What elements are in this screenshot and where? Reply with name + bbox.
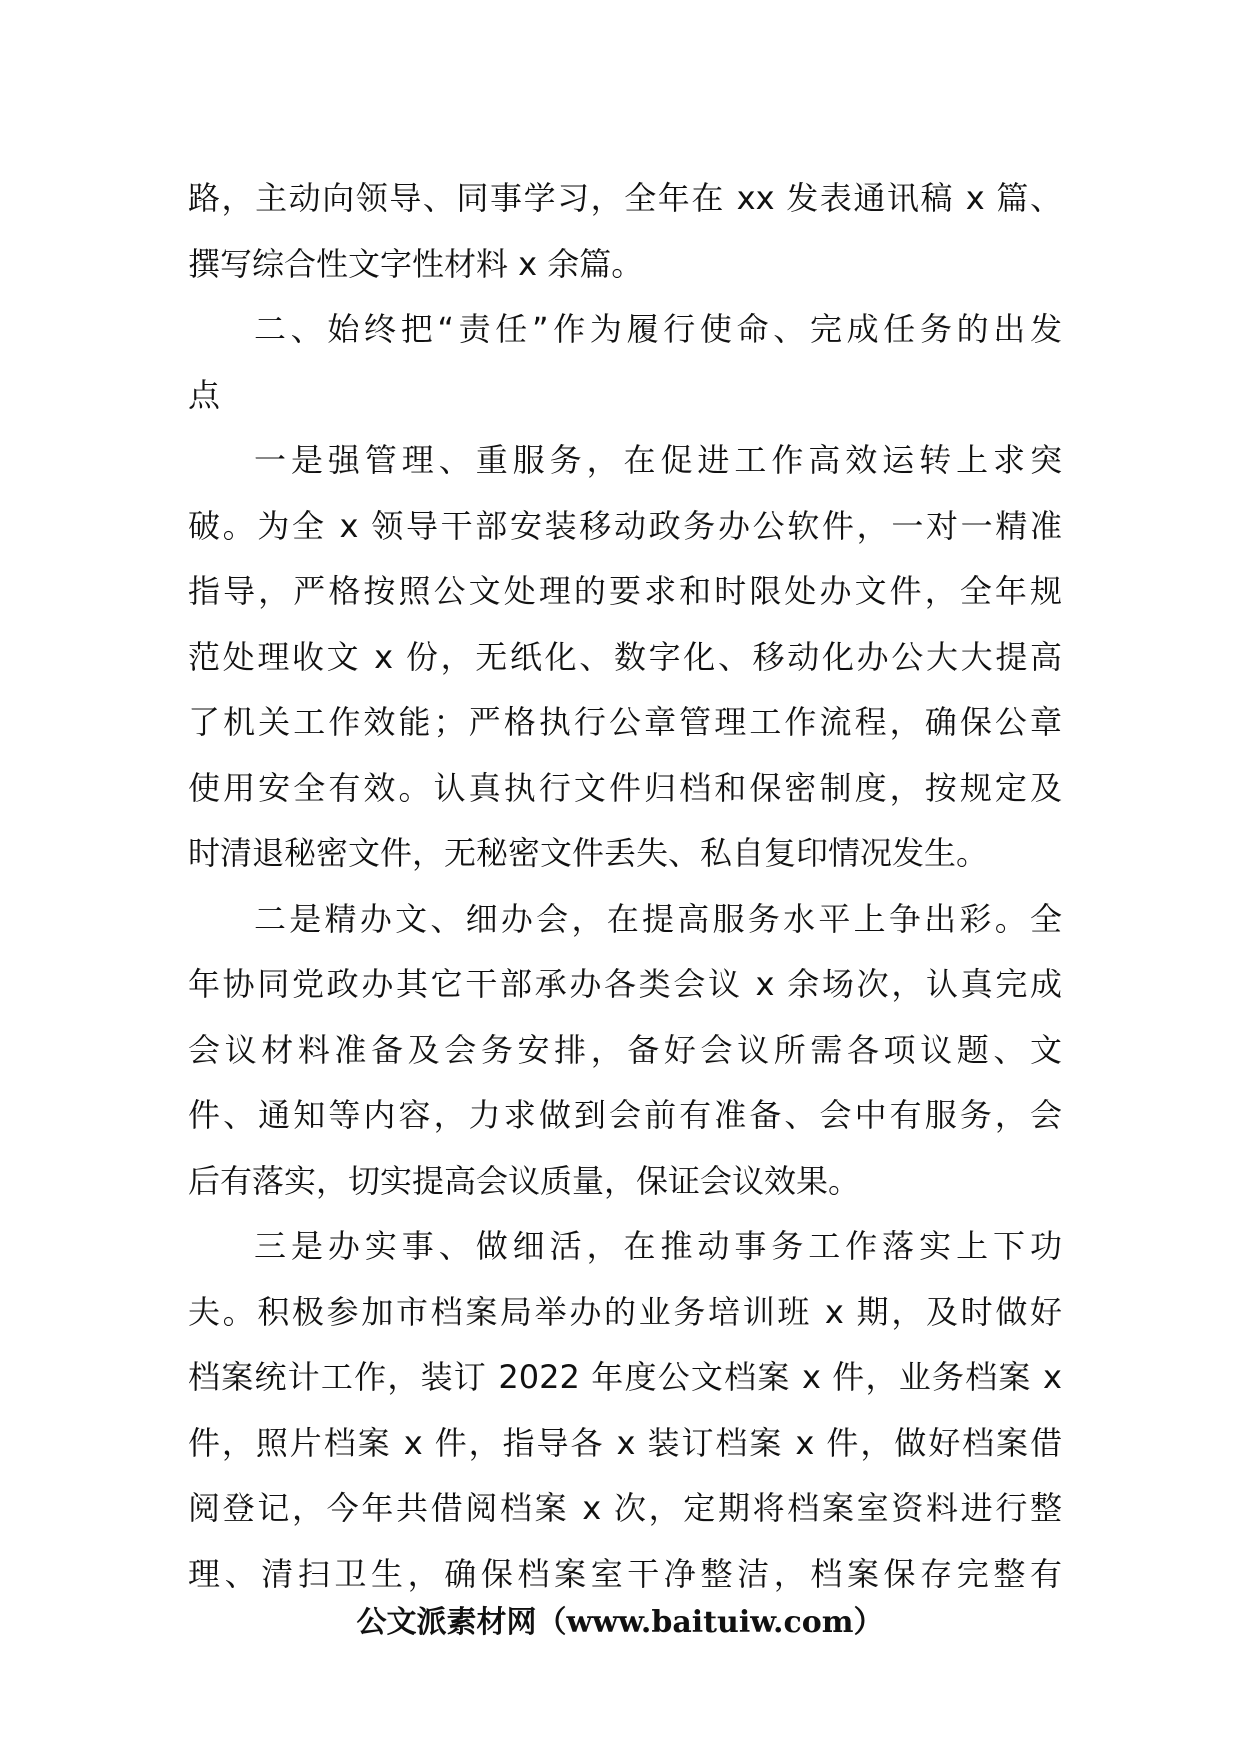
- text-line: 时清退秘密文件，无秘密文件丢失、私自复印情况发生。: [188, 834, 989, 872]
- text-line: 后有落实，切实提高会议质量，保证会议效果。: [188, 1161, 861, 1200]
- document-body: [188, 166, 1062, 1607]
- text-line: 破。为全 x 领导干部安装移动政务办公软件，一对一精准: [188, 506, 1062, 545]
- paragraph-first-line: 一是强管理、重服务，在促进工作高效运转上求突: [254, 441, 1062, 479]
- text-line: 指导，严格按照公文处理的要求和时限处办文件，全年规: [188, 572, 1062, 610]
- text-line: 阅登记，今年共借阅档案 x 次，定期将档案室资料进行整: [188, 1489, 1062, 1527]
- text-line: 撰写综合性文字性材料 x 余篇。: [188, 244, 644, 283]
- text-line: 理、清扫卫生，确保档案室干净整洁，档案保存完整有: [188, 1554, 1062, 1593]
- text-line: 范处理收文 x 份，无纸化、数字化、移动化办公大大提高: [188, 637, 1062, 676]
- section-heading-line: 二、始终把“责任”作为履行使命、完成任务的出发: [254, 310, 1062, 348]
- text-line: 了机关工作效能；严格执行公章管理工作流程，确保公章: [188, 703, 1062, 741]
- text-line: 使用安全有效。认真执行文件归档和保密制度，按规定及: [188, 768, 1062, 807]
- footer-watermark: 公文派素材网（www.baituiw.com）: [356, 1605, 884, 1640]
- paragraph-first-line: 三是办实事、做细活，在推动事务工作落实上下功: [254, 1227, 1062, 1265]
- text-line: 件、通知等内容，力求做到会前有准备、会中有服务，会: [188, 1096, 1062, 1134]
- section-heading-line: 点: [188, 375, 221, 414]
- text-line: 会议材料准备及会务安排，备好会议所需各项议题、文: [188, 1030, 1062, 1069]
- text-line: 年协同党政办其它干部承办各类会议 x 余场次，认真完成: [188, 965, 1062, 1003]
- text-line: 路，主动向领导、同事学习，全年在 xx 发表通讯稿 x 篇、: [188, 179, 1062, 217]
- text-line: 夫。积极参加市档案局举办的业务培训班 x 期，及时做好: [188, 1292, 1062, 1331]
- paragraph-first-line: 二是精办文、细办会，在提高服务水平上争出彩。全: [254, 899, 1062, 938]
- text-line: 档案统计工作，装订 2022 年度公文档案 x 件，业务档案 x: [188, 1358, 1062, 1396]
- text-line: 件，照片档案 x 件，指导各 x 装订档案 x 件，做好档案借: [188, 1423, 1062, 1462]
